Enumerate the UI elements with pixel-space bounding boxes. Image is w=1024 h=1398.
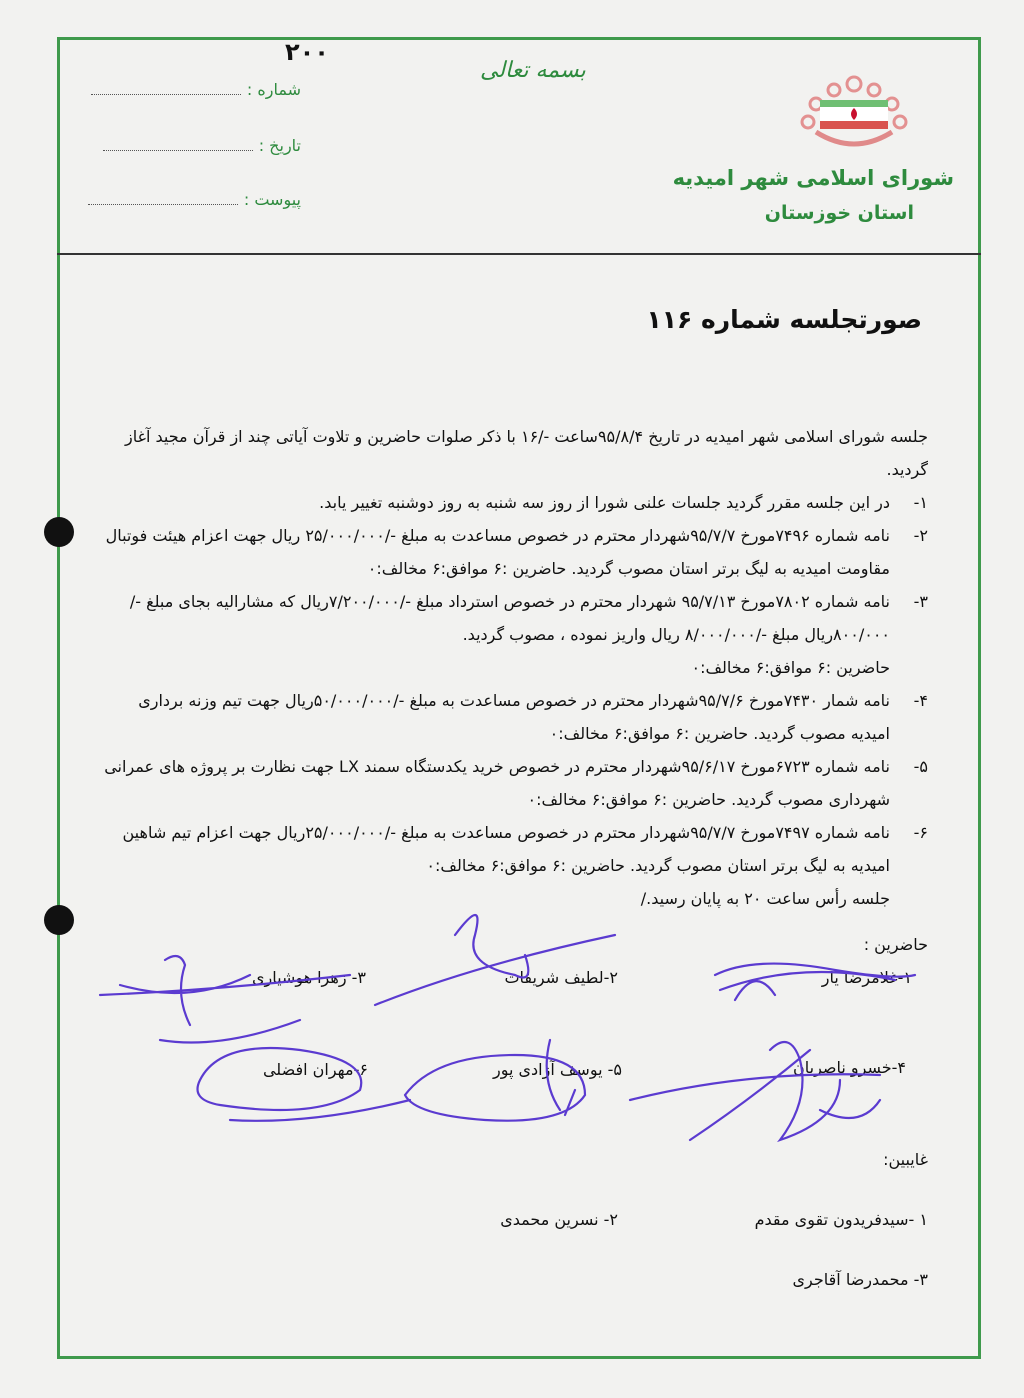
- absent-member: ۳- محمدرضا آقاجری: [792, 1270, 928, 1289]
- attachment-label: پیوست :: [243, 190, 301, 209]
- present-member: ۵- یوسف آزادی پور: [492, 1060, 622, 1079]
- present-member: ۴-خسرو ناصریان: [793, 1058, 906, 1077]
- signature-1: [715, 964, 915, 1000]
- letter-number-handwritten: ۲۰۰: [285, 38, 329, 66]
- org-name: شورای اسلامی شهر امیدیه: [672, 166, 954, 190]
- signature-6: [198, 1048, 411, 1121]
- absent-heading: غایبین:: [883, 1150, 928, 1169]
- number-label: شماره :: [246, 80, 301, 99]
- agenda-item: ۵- نامه شماره ۶۷۲۳مورخ ۹۵/۶/۱۷شهردار محترم در خصوص خرید یکدستگاه سمند LX جهت نظارت بر پروژه های عمرانی شهرداری مصوب گردید. حاضرین :۶ موافق:۶ مخالف:۰: [104, 757, 928, 809]
- agenda-item: ۲- نامه شماره ۷۴۹۶مورخ ۹۵/۷/۷شهردار محترم در خصوص مساعدت به مبلغ -/۲۵/۰۰۰/۰۰۰ ریال جهت اعزام هیئت فوتبال مقاومت امیدیه به لیگ برتر استان مصوب گردید. حاضرین :۶ موافق:۶ مخالف:۰: [105, 526, 928, 578]
- signature-2: [375, 915, 615, 1005]
- present-member: ۶-مهران افضلی: [262, 1060, 368, 1079]
- agenda-item: ۳- نامه شماره ۷۸۰۲مورخ ۹۵/۷/۱۳ شهردار محترم در خصوص استرداد مبلغ -/۷/۲۰۰/۰۰۰ریال که مشارالیه بجای مبلغ -/۸۰۰/۰۰۰ریال مبلغ -/۸/۰۰۰/۰۰۰ ریال واریز نموده ، مصوب گردید.: [129, 592, 928, 644]
- agenda-item: ۶- نامه شماره ۷۴۹۷مورخ ۹۵/۷/۷شهردار محترم در خصوص مساعدت به مبلغ -/۲۵/۰۰۰/۰۰۰ریال جهت اعزام تیم شاهین امیدیه به لیگ برتر استان مصوب گردید. حاضرین :۶ موافق:۶ مخالف:۰: [122, 823, 928, 875]
- agenda-item: ۴- نامه شمار ۷۴۳۰مورخ ۹۵/۷/۶شهردار محترم در خصوص مساعدت به مبلغ -/۵۰/۰۰۰/۰۰۰ریال جهت تیم وزنه برداری امیدیه مصوب گردید. حاضرین :۶ موافق:۶ مخالف:۰: [138, 691, 928, 743]
- agenda-item: ۱- در این جلسه مقرر گردید جلسات علنی شورا از روز سه شنبه به روز دوشنبه تغییر یابد.: [319, 493, 928, 512]
- org-province: استان خوزستان: [764, 202, 914, 224]
- absent-member: ۱ -سیدفریدون تقوی مقدم: [754, 1210, 928, 1229]
- present-heading: حاضرین :: [863, 935, 928, 954]
- present-member: ۲-لطیف شریفات: [504, 968, 618, 987]
- signature-5: [405, 1040, 585, 1121]
- closing-line: جلسه رأس ساعت ۲۰ به پایان رسید./: [640, 889, 890, 908]
- absent-member: ۲- نسرین محمدی: [500, 1210, 618, 1229]
- signature-4: [630, 1042, 880, 1140]
- date-label: تاریخ :: [258, 136, 301, 155]
- present-member: ۳- زهرا هوشیاری: [251, 968, 366, 987]
- present-member: ۱-غلامرضا یار: [821, 968, 912, 987]
- signature-3: [100, 956, 350, 1043]
- item-3-votes: حاضرین :۶ موافق:۶ مخالف:۰: [691, 658, 890, 677]
- bismillah: بسمه تعالی: [480, 58, 586, 83]
- document-title: صورتجلسه شماره ۱۱۶: [646, 305, 922, 334]
- intro-paragraph: جلسه شورای اسلامی شهر امیدیه در تاریخ ۹۵/۸/۴ساعت -/۱۶ با ذکر صلوات حاضرین و تلاوت آیاتی چند از قرآن مجید آغاز گردید.: [124, 427, 928, 479]
